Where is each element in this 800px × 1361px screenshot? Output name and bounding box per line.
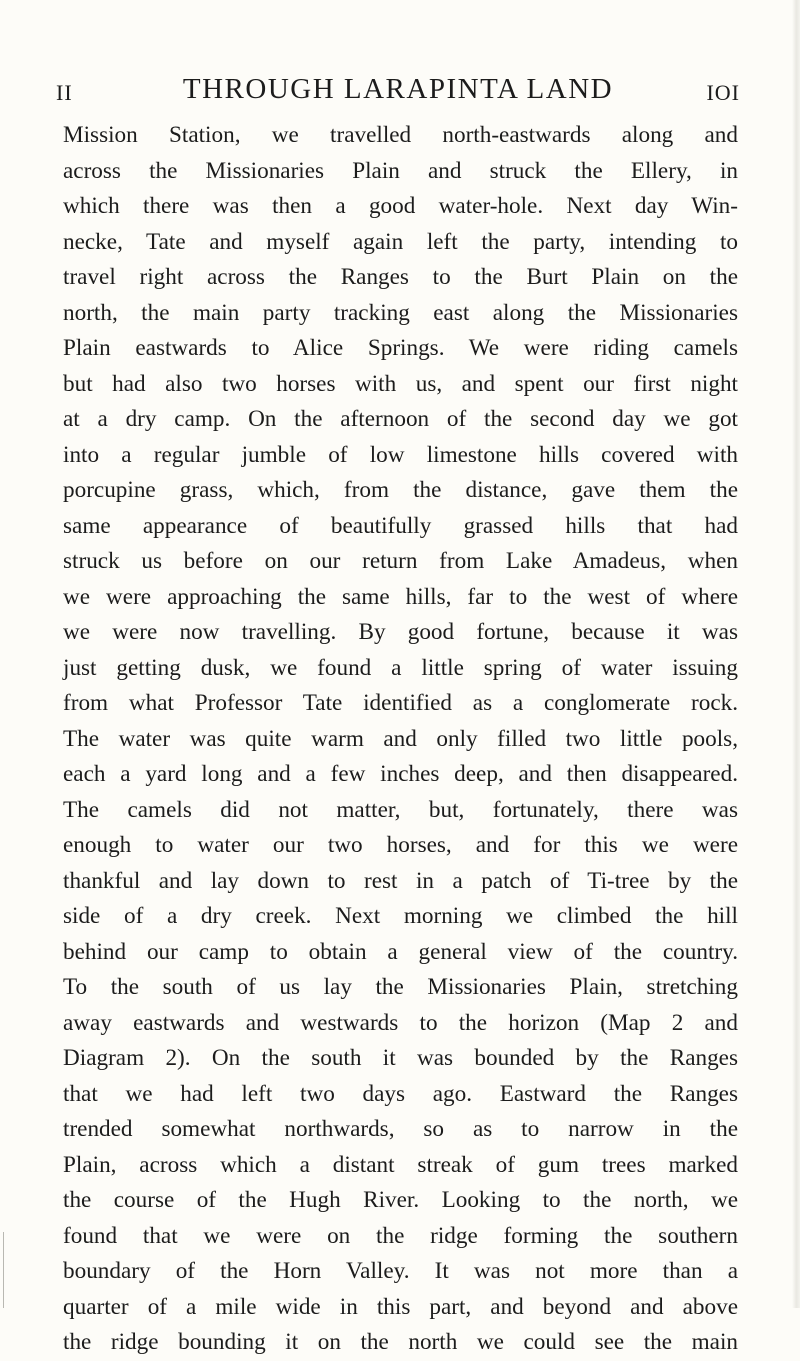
text-line: but had also two horses with us, and spent our first night (63, 370, 738, 397)
text-line: we were now travelling. By good fortune, because it was (63, 619, 738, 645)
running-head (56, 73, 740, 107)
text-line: necke, Tate and myself again left the party, intending to (63, 228, 738, 255)
text-line: found that we were on the ridge forming the southern (63, 1222, 738, 1249)
text-line: travel right across the Ranges to the Burt Plain on the (63, 264, 738, 290)
text-line: behind our camp to obtain a general view of the country. (63, 938, 738, 965)
running-title: THROUGH LARAPINTA LAND (182, 73, 614, 105)
text-line: away eastwards and westwards to the horizon (Map 2 and (63, 1009, 738, 1036)
text-line: Plain eastwards to Alice Springs. We were riding camels (63, 335, 738, 361)
text-line: Diagram 2). On the south it was bounded by the Ranges (63, 1045, 738, 1071)
text-line: same appearance of beautifully grassed hills that had (63, 512, 738, 539)
text-line: Mission Station, we travelled north-eastwards along and (63, 122, 738, 148)
text-line: side of a dry creek. Next morning we climbed the hill (63, 903, 738, 929)
body-text (63, 118, 738, 1361)
chapter-number: II (56, 80, 73, 105)
text-line: The camels did not matter, but, fortunately, there was (63, 796, 738, 823)
text-line: from what Professor Tate identified as a conglomerate rock. (63, 690, 738, 716)
text-line: at a dry camp. On the afternoon of the second day we got (63, 406, 738, 432)
text-line: quarter of a mile wide in this part, and beyond and above (63, 1293, 738, 1320)
text-line: into a regular jumble of low limestone hills covered with (63, 441, 738, 468)
text-line: trended somewhat northwards, so as to narrow in the (63, 1116, 738, 1142)
page-number: IOI (706, 80, 740, 105)
text-line: that we had left two days ago. Eastward the Ranges (63, 1080, 738, 1107)
text-line: Plain, across which a distant streak of gum trees marked (63, 1151, 738, 1178)
text-line: enough to water our two horses, and for this we were (63, 832, 738, 858)
text-line: each a yard long and a few inches deep, and then disappeared. (63, 761, 738, 787)
text-line: To the south of us lay the Missionaries Plain, stretching (63, 974, 738, 1000)
page-edge-mark (3, 1232, 4, 1308)
text-line: just getting dusk, we found a little spring of water issuing (63, 654, 738, 681)
text-line: porcupine grass, which, from the distance, gave them the (63, 477, 738, 503)
text-line: boundary of the Horn Valley. It was not more than a (63, 1258, 738, 1284)
text-line: we were approaching the same hills, far to the west of where (63, 583, 738, 610)
text-line: thankful and lay down to rest in a patch of Ti-tree by the (63, 867, 738, 894)
text-line: north, the main party tracking east along the Missionaries (63, 299, 738, 326)
text-line: struck us before on our return from Lake Amadeus, when (63, 548, 738, 574)
text-line: across the Missionaries Plain and struck the Ellery, in (63, 157, 738, 184)
page-edge-shadow (792, 0, 800, 1308)
text-line: which there was then a good water-hole. Next day Win- (63, 193, 738, 219)
text-line: the course of the Hugh River. Looking to the north, we (63, 1187, 738, 1213)
text-line: the ridge bounding it on the north we could see the main (63, 1329, 738, 1355)
text-line: The water was quite warm and only filled two little pools, (63, 725, 738, 752)
